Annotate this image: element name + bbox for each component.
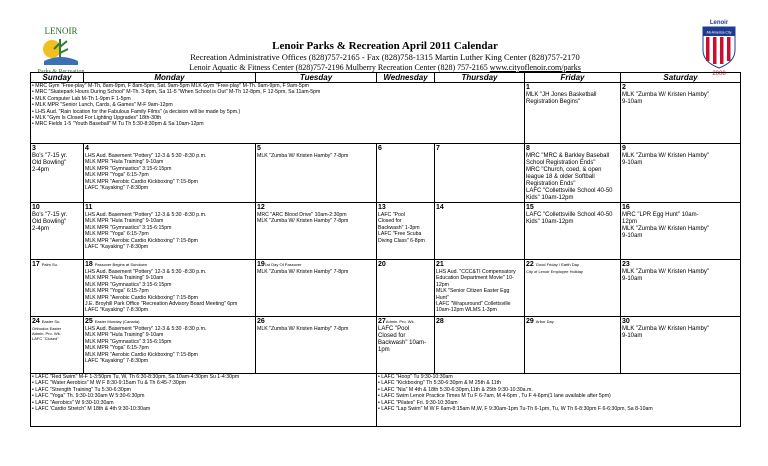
event-line: LAFC "Collettsville School 40-50: [526, 188, 613, 194]
day-number: 9: [622, 145, 626, 152]
event-line: 2-4pm: [32, 167, 50, 173]
day-cell: [435, 317, 525, 374]
logo-right-year: 2008: [712, 71, 726, 76]
weekly-notes-cell: [31, 374, 377, 427]
event-line: 12pm: [622, 219, 638, 225]
week-row: [31, 260, 741, 317]
event-line: LAFC "Free Scuba: [378, 231, 422, 238]
event-line: MLK "JH Jones Basketball: [526, 92, 597, 98]
day-events: [257, 326, 375, 332]
weekly-notes-cell: [31, 83, 525, 144]
event-line: LAFC "Kayaking" 7-8:30pm: [85, 185, 149, 192]
bullet-item: • LAFC "Nia" M 4th & 18th 5:30-6:30pm,11th & 25th 9:30-10:30a.m.: [378, 386, 533, 393]
day-events: [526, 153, 619, 202]
event-line: Backwash" 10am-: [378, 340, 427, 346]
day-cell: [84, 317, 256, 374]
week-row: [31, 374, 741, 427]
event-line: J.E. Broyhill Park Office "Recreation Advisory Board Meeting" 6pm: [85, 301, 238, 308]
event-line: Admin. Pro. Wk.: [32, 331, 61, 336]
logo-text-bottom: Parks & Recreation: [37, 69, 85, 75]
week-row: [31, 83, 741, 144]
event-line: LHS Aud. "CCC&TI Compensatory: [436, 269, 516, 275]
day-number-value: 25: [85, 318, 93, 325]
day-events: [85, 326, 254, 364]
holiday-note: Easter Su.: [41, 319, 61, 324]
event-line: Diving Class" 6-8pm: [378, 237, 425, 244]
week-row: [31, 144, 741, 203]
day-cell: [84, 203, 256, 260]
day-number: 1: [526, 84, 530, 91]
event-line: Registration Begins": [526, 99, 581, 105]
bullet-item: • LAFC "Aerobics" W 9:30-10:30am: [32, 399, 114, 406]
day-number: [526, 260, 619, 269]
bullet-item: • MRC Fields 1-5 "Youth Baseball" M Tu Th 5:30-8:30pm & Sa 10am-12pm: [32, 121, 204, 128]
event-line: City of Lenoir Employee Holiday: [526, 269, 583, 274]
event-line: MLK MPR "Gymnastics" 3:15-6:15pm: [85, 281, 172, 288]
day-number: [257, 260, 375, 269]
page-title: Lenoir Parks & Recreation April 2011 Calendar: [272, 40, 498, 52]
event-line: Orthodox Easter: [32, 326, 62, 331]
day-number-value: 19: [257, 261, 265, 268]
day-number: 28: [436, 318, 444, 325]
event-line: LHS Aud. Basement "Pottery" 12-3 & 5:30 -8:30 p.m.: [85, 269, 207, 275]
event-line: MRC "ARC Blood Drive" 10am-2:30pm: [257, 212, 347, 218]
day-events: [436, 269, 523, 314]
event-line: LAFC "Pool: [378, 212, 405, 218]
event-line: LAFC "Kayaking" 7-8:30pm: [85, 307, 149, 314]
event-line: School Registration Ends": [526, 160, 596, 166]
all-america-city-logo: [698, 18, 740, 76]
day-number: 7: [436, 145, 440, 152]
week-row: [31, 203, 741, 260]
day-number-value: 17: [32, 261, 40, 268]
event-line: Education Department Movie" 10-: [436, 275, 514, 282]
day-number: [32, 260, 82, 269]
event-line: 9-10am: [622, 99, 643, 105]
day-cell: [435, 203, 525, 260]
day-cell: [377, 317, 435, 374]
recurring-notes-right: [378, 374, 739, 412]
bullet-item: • MLK MPR "Senior Lunch, Cards, & Games" M-F 9am-12pm: [32, 102, 173, 109]
week-row: [31, 317, 741, 374]
bullet-item: • LAFC "Yoga" Th. 9:30-10:30am W 5:30-6:30pm: [32, 393, 145, 400]
event-line: league 18 & older Softball: [526, 174, 595, 180]
event-line: MLK MPR "Hula Training" 9-10am: [85, 218, 164, 225]
day-header: Wednesday: [377, 73, 435, 83]
day-number-value: 27: [378, 318, 386, 325]
event-line: MLK MPR "Gymnastics" 3:15-6:15pm: [85, 165, 172, 172]
event-line: MRC "LPR Egg Hunt" 10am-: [622, 212, 699, 218]
day-events: [622, 326, 739, 340]
event-line: 9-10am: [622, 333, 643, 339]
event-line: 9-10am: [622, 233, 643, 239]
weekday-header-row: [31, 73, 741, 83]
calendar-grid: [30, 72, 741, 427]
bullet-item: • MRC Gym "Free-play" M-Th, 8am-9pm, F 8am-5pm, Sat. 9am-5pm MLK Gym "Free-play" M-Th. 9am-9pm, F 9am-5pm: [32, 83, 309, 89]
event-line: MLK MPR "Gymnastics" 3:15-6:15pm: [85, 224, 172, 231]
day-number-value: 18: [85, 261, 93, 268]
day-cell: [377, 203, 435, 260]
day-events: [622, 212, 739, 240]
event-line: LAFC "Closed": [32, 336, 59, 341]
day-events: [257, 212, 375, 225]
event-line: LAFC "Kayaking" 7-8:30pm: [85, 244, 149, 251]
day-cell: [435, 260, 525, 317]
day-cell: [84, 144, 256, 203]
holiday-note: 1st Day Of Passover: [264, 262, 302, 267]
day-number: 30: [622, 318, 630, 325]
event-line: LAFC "Wrapuround" Collettsville: [436, 301, 511, 308]
day-cell: [621, 317, 741, 374]
day-number: 4: [85, 145, 89, 152]
holiday-note: Arbor Day: [535, 319, 554, 324]
day-cell: [621, 260, 741, 317]
day-number: 21: [436, 261, 444, 268]
day-events: [85, 269, 254, 314]
day-number: 26: [257, 318, 265, 325]
event-line: MLK MPR "Yoga" 6:15-7pm: [85, 288, 149, 295]
day-number: 13: [378, 204, 386, 211]
holiday-note: Admin. Pro. Wk.: [385, 319, 415, 324]
day-number-value: 29: [526, 318, 534, 325]
day-number: 23: [622, 261, 630, 268]
holiday-note: Good Friday / Earth Day: [535, 262, 579, 267]
day-events: [85, 153, 254, 191]
bullet-item: • MLK Computer Lab M-Th 1-9pm F 1-5pm: [32, 95, 131, 102]
day-number: 6: [378, 145, 382, 152]
day-number: [85, 260, 254, 269]
day-number: 20: [378, 261, 386, 268]
day-events: [257, 153, 375, 159]
logo-right-top: Lenoir: [709, 20, 729, 26]
day-events: [32, 212, 82, 233]
day-number: 12: [257, 204, 265, 211]
event-line: MLK MPR "Aerobic Cardio Kickboxing" 7:15-8pm: [85, 294, 198, 301]
event-line: MLK "Zumba W/ Kristen Hamby": [622, 269, 709, 275]
day-cell: [621, 203, 741, 260]
event-line: MLK MPR "Aerobic Cardio Kickboxing" 7:15-8pm: [85, 237, 198, 244]
day-cell: [256, 317, 377, 374]
contact-line-2: [160, 63, 610, 72]
day-cell: [84, 260, 256, 317]
day-events: [622, 92, 739, 106]
bullet-item: • LAFC "Strength Training" Tu 5:30-6:30pm: [32, 386, 131, 393]
day-cell: [31, 260, 84, 317]
day-number: [526, 317, 619, 326]
event-line: MLK "Zumba W/ Kristen Hamby": [622, 326, 709, 332]
bullet-item: • LHS Aud. "Rain location for the Fabulous Family Films" (a decision will be made by 5pm.): [32, 108, 241, 115]
day-cell: [525, 83, 621, 144]
day-number: 15: [526, 204, 534, 211]
event-line: Registration Ends": [526, 181, 576, 187]
bullet-item: • LAFC "Red Swim" M-F 1-3:50pm Tu, W, Th 6:30-8:30pm, Sa 10am-4:30pm Su 1-4:30pm: [32, 374, 240, 380]
event-line: MLK MPR "Hula Training" 9-10am: [85, 159, 164, 166]
day-events: [32, 326, 82, 341]
day-cell: [525, 260, 621, 317]
day-number: [378, 317, 433, 326]
event-line: LHS Aud. Basement "Pottery" 12-3 & 5:30 -8:30 p.m.: [85, 153, 207, 159]
day-number: 5: [257, 145, 261, 152]
event-line: LAFC "Kayaking" 7-8:30pm: [85, 358, 149, 365]
event-line: Hunt": [436, 294, 449, 301]
day-events: [378, 326, 433, 354]
event-line: MLK "Zumba W/ Kristen Hamby" 7-8pm: [257, 269, 349, 275]
event-line: Kids" 10am-12pm: [526, 219, 574, 225]
event-line: MRC "MRC & Barkley Baseball: [526, 153, 610, 159]
day-number: 14: [436, 204, 444, 211]
logo-text-top: LENOIR: [44, 26, 78, 36]
bullet-item: • LAFC "Pilates" Fri. 9:30-10:30am: [378, 399, 458, 406]
event-line: 1pm: [378, 347, 390, 353]
event-line: LAFC "Collettsville School 40-50: [526, 212, 613, 218]
day-events: [378, 212, 433, 244]
holiday-note: Passover Begins at Sundown: [94, 262, 148, 267]
day-number-value: 22: [526, 261, 534, 268]
day-events: [257, 269, 375, 275]
event-line: MLK "Zumba W/ Kristen Hamby": [622, 226, 709, 232]
event-line: LHS Aud. Basement "Pottery" 12-3 & 5:30 -8:30 p.m.: [85, 326, 207, 332]
event-line: Bo's "7-15 yr.: [32, 153, 68, 159]
event-line: MLK MPR "Aerobic Cardio Kickboxing" 7:15-8pm: [85, 178, 198, 185]
website-link[interactable]: www.cityoflenoir.com/parks: [489, 63, 581, 72]
day-header: Sunday: [31, 73, 84, 83]
day-events: [526, 92, 619, 106]
day-events: [32, 153, 82, 174]
event-line: Bo's "7-15 yr.: [32, 212, 68, 218]
event-line: MLK MPR "Yoga" 6:15-7pm: [85, 231, 149, 238]
event-line: MLK MPR "Gymnastics" 3:15-6:15pm: [85, 338, 172, 345]
day-events: [622, 153, 739, 167]
day-cell: [377, 144, 435, 203]
day-header: Saturday: [621, 73, 741, 83]
weekly-notes-cell: [377, 374, 741, 427]
event-line: MLK MPR "Hula Training" 9-10am: [85, 332, 164, 339]
event-line: MLK "Zumba W/ Kristen Hamby": [622, 153, 709, 159]
event-line: MLK "Zumba W/ Kristen Hamby": [622, 92, 709, 98]
day-cell: [256, 144, 377, 203]
bullet-item: • LAFC "Hoop" Tu 9:30-10:30am: [378, 374, 453, 380]
event-line: MLK MPR "Aerobic Cardio Kickboxing" 7:15-8pm: [85, 351, 198, 358]
day-header: Friday: [525, 73, 621, 83]
event-line: MLK MPR "Yoga" 6:15-7pm: [85, 172, 149, 179]
event-line: Closed for: [378, 333, 406, 339]
bullet-item: • MRC "Skatepark Hours During School" M-Th. 3-8pm, Sa 11-5 "When School is Out" M-Th 12-8pm, F 12-5pm, Sa 11am-5pm: [32, 89, 321, 96]
day-header: Monday: [84, 73, 256, 83]
weekly-notes: [32, 83, 523, 128]
bullet-item: • LAFC "Lap Swim" M W F 6am-8:15am M,W, F 9:30am-1pm Tu-Th 6-1pm, Tu, W Th 6-8:30pm F 6-6:30pm, Sa 8-10am: [378, 406, 653, 413]
day-events: [526, 212, 619, 226]
day-number: [85, 317, 254, 326]
bullet-item: • LAFC 'Cardio Stretch" M 18th & 4th 9:30-10:30am: [32, 406, 151, 413]
day-cell: [256, 260, 377, 317]
event-line: Backwash" 1-3pm: [378, 224, 420, 231]
event-line: MLK "Senior Citizen Easter Egg: [436, 288, 510, 295]
day-number: 8: [526, 145, 530, 152]
event-line: Old Bowling": [32, 160, 67, 166]
day-header: Tuesday: [256, 73, 377, 83]
day-cell: [31, 203, 84, 260]
day-number: 11: [85, 204, 93, 211]
day-number: 16: [622, 204, 630, 211]
day-number: 10: [32, 204, 40, 211]
recurring-notes-left: [32, 374, 375, 412]
day-cell: [435, 144, 525, 203]
day-cell: [256, 203, 377, 260]
event-line: MRC "Church, coed, & open: [526, 167, 602, 173]
bullet-item: • LAFC Swim Lenoir Practice Times M Tu F 6-7am, M 4-6pm , Tu F 4-6pm(1 lane available after 5pm): [378, 393, 611, 400]
day-cell: [525, 317, 621, 374]
event-line: MLK "Zumba W/ Kristen Hamby" 7-8pm: [257, 326, 349, 332]
day-header: Thursday: [435, 73, 525, 83]
day-cell: [525, 203, 621, 260]
event-line: MLK MPR "Yoga" 6:15-7pm: [85, 345, 149, 352]
holiday-note: Easter Monday (Canada): [94, 319, 140, 324]
day-cell: [31, 317, 84, 374]
day-number: 2: [622, 84, 626, 91]
event-line: LAFC "Pool: [378, 326, 410, 332]
event-line: 9-10am: [622, 276, 643, 282]
contact-line-1: Recreation Administrative Offices (828)757-2165 - Fax (828)758-1315 Martin Luther King Center (828)757-2170: [190, 52, 580, 62]
day-events: [622, 269, 739, 283]
day-cell: [31, 144, 84, 203]
event-line: 9-10am: [622, 160, 643, 166]
event-line: MLK "Zumba W/ Kristen Hamby" 7-8pm: [257, 153, 349, 159]
day-cell: [621, 83, 741, 144]
lenoir-parks-logo: [30, 25, 92, 77]
event-line: Old Bowling": [32, 219, 67, 225]
event-line: Closed for: [378, 218, 402, 225]
event-line: MLK MPR "Hula Training" 9-10am: [85, 275, 164, 282]
logo-right-mid: All-America City: [706, 30, 732, 35]
day-events: [526, 269, 619, 275]
event-line: Kids" 10am-12pm: [526, 195, 574, 201]
bullet-item: • LAFC "Kickboxing" Th 5:30-6:30pm & M 25th & 11th: [378, 380, 501, 387]
contact-line-2-text: Lenoir Aquatic & Fitness Center (828)757-2196 Mulberry Recreation Center (828) 757-2165: [189, 63, 490, 72]
day-events: [85, 212, 254, 250]
event-line: 2-4pm: [32, 226, 50, 232]
day-cell: [621, 144, 741, 203]
event-line: 10am-12pm WLMS 1-3pm: [436, 307, 497, 314]
holiday-note: Palm Su.: [41, 262, 58, 267]
day-number: 3: [32, 145, 36, 152]
bullet-item: • LAFC "Water Aerobics" M W F 8:30-9:15am Tu & Th 6:45-7:30pm: [32, 380, 186, 387]
day-cell: [525, 144, 621, 203]
event-line: LHS Aud. Basement "Pottery" 12-3 & 5:30 -8:30 p.m.: [85, 212, 207, 218]
event-line: 12pm: [436, 281, 449, 288]
day-number-value: 24: [32, 318, 40, 325]
bullet-item: • MLK "Gym Is Closed For Lighting Upgrades" 18th-30th: [32, 115, 162, 122]
day-cell: [377, 260, 435, 317]
day-number: [32, 317, 82, 326]
event-line: MLK "Zumba W/ Kristen Hamby" 7-8pm: [257, 218, 349, 225]
